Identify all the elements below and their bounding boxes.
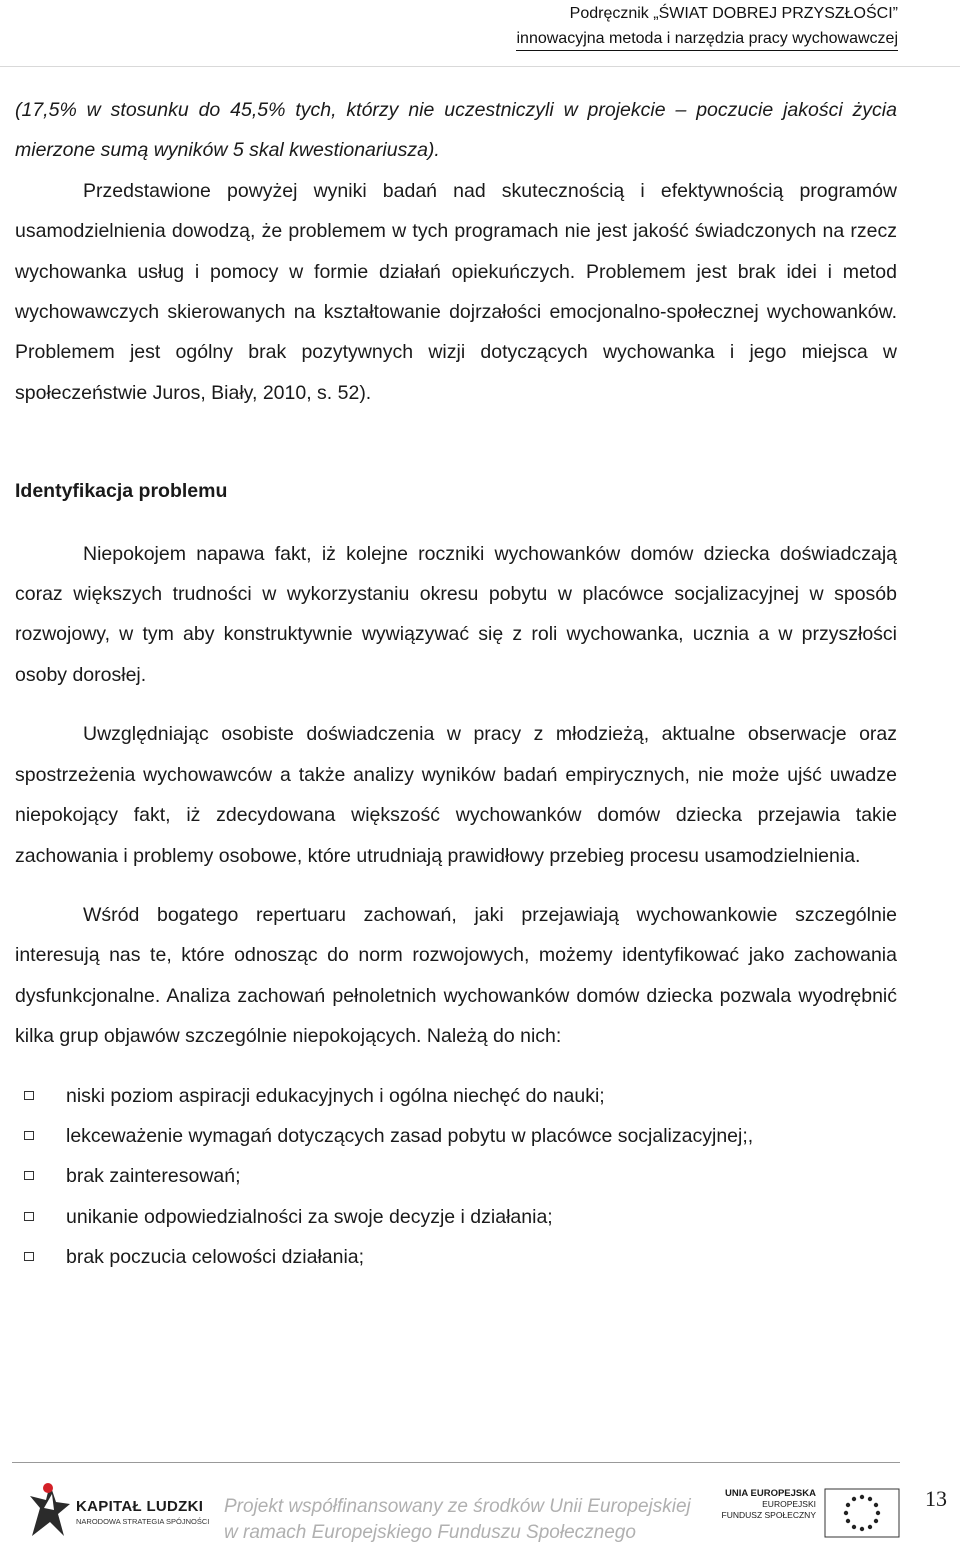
eu-flag-icon [824, 1488, 900, 1538]
paragraph-3: Wśród bogatego repertuaru zachowań, jaki przejawiają wychowankowie szczególnie interesują nas te, które odnosząc do norm rozwojowych, możemy identyfikować jako zachowania dysfunkcjonalne. Analiza zachowań pełnoletnich wychowanków domów dziecka pozwala wyodrębnić kilka grup objawów szczególnie niepokojących. Należą do nich: [15, 903, 897, 1048]
kapital-ludzki-title: KAPITAŁ LUDZKI [76, 1498, 204, 1515]
paragraph-1: Niepokojem napawa fakt, iż kolejne roczniki wychowanków domów dziecka doświadczają coraz większych trudności w wykorzystaniu okresu pobytu w placówce socjalizacyjnej w sposób rozwojowy, w tym aby konstruktywnie wywiązywać się z roli wychowanka, ucznia a w przyszłości osoby dorosłej. [15, 542, 897, 686]
list-item: brak zainteresowań; [15, 1156, 897, 1196]
square-bullet-icon [24, 1212, 34, 1221]
footer-funding-note [224, 1494, 704, 1546]
eu-efs-logo [720, 1488, 900, 1540]
list-item: lekceważenie wymagań dotyczących zasad pobytu w placówce socjalizacyjnej;, [15, 1116, 897, 1156]
section-heading: Identyfikacja problemu [15, 480, 228, 503]
list-item: unikanie odpowiedzialności za swoje decyzje i działania; [15, 1197, 897, 1237]
square-bullet-icon [24, 1091, 34, 1100]
square-bullet-icon [24, 1171, 34, 1180]
page-content [15, 90, 897, 1278]
header-subtitle: innowacyjna metoda i narzędzia pracy wychowawczej [516, 30, 898, 51]
square-bullet-icon [24, 1252, 34, 1261]
page-header [0, 0, 960, 67]
kapital-ludzki-subtitle: NARODOWA STRATEGIA SPÓJNOŚCI [76, 1517, 210, 1526]
intro-italic-text: (17,5% w stosunku do 45,5% tych, którzy nie uczestniczyli w projekcie – poczucie jakości życia mierzone sumą wyników 5 skal kwestionariusza). [15, 99, 897, 162]
list-item: brak poczucia celowości działania; [15, 1237, 897, 1277]
eu-logo-line3: FUNDUSZ SPOŁECZNY [721, 1510, 816, 1520]
eu-logo-line2: EUROPEJSKI [762, 1499, 816, 1509]
symptom-list [15, 1076, 897, 1278]
paragraph-2: Uwzględniając osobiste doświadczenia w pracy z młodzieżą, aktualne obserwacje oraz spostrzeżenia wychowawców a także analizy wyników badań empirycznych, nie może ujść uwadze niepokojący fakt, iż zdecydowana większość wychowanków domów dziecka przejawia takie zachowania i problemy osobowe, które utrudniają prawidłowy przebieg procesu usamodzielnienia. [15, 723, 897, 867]
list-item: niski poziom aspiracji edukacyjnych i ogólna niechęć do nauki; [15, 1076, 897, 1116]
kapital-ludzki-emblem-icon [26, 1478, 72, 1538]
footer-text-line2: w ramach Europejskiego Funduszu Społecznego [224, 1522, 636, 1543]
square-bullet-icon [24, 1131, 34, 1140]
eu-logo-line1: UNIA EUROPEJSKA [725, 1488, 816, 1499]
intro-paragraph: Przedstawione powyżej wyniki badań nad skutecznością i efektywnością programów usamodzielnienia dowodzą, że problemem w tych programach nie jest jakość świadczonych na rzecz wychowanka usług i pomocy w formie działań opiekuńczych. Problemem jest brak idei i metod wychowawczych skierowanych na kształtowanie dojrzałości emocjonalno-społecznej wychowanków. Problemem jest ogólny brak pozytywnych wizji dotyczących wychowanka i jego miejsca w społeczeństwie Juros, Biały, 2010, s. 52). [15, 179, 897, 404]
footer-divider [12, 1462, 900, 1463]
footer-text-line1: Projekt współfinansowany ze środków Unii Europejskiej [224, 1496, 691, 1517]
header-title: Podręcznik „ŚWIAT DOBREJ PRZYSZŁOŚCI” [569, 5, 898, 22]
page-number: 13 [925, 1486, 947, 1511]
kapital-ludzki-logo [26, 1478, 226, 1538]
